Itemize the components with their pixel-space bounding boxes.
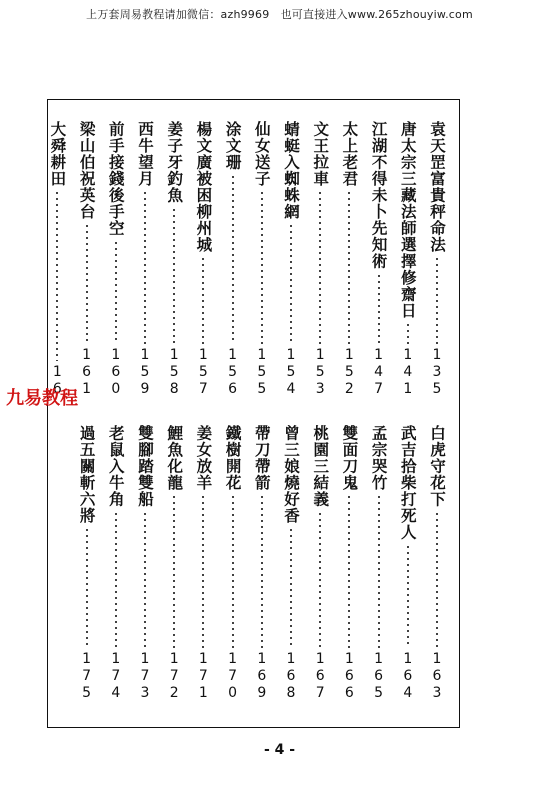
toc-entry xyxy=(426,121,448,398)
dot-leader xyxy=(348,190,350,344)
toc-entry xyxy=(222,425,244,702)
toc-entry xyxy=(76,121,98,398)
dot-leader xyxy=(86,223,88,344)
header-banner: 上万套周易教程请加微信：azh9969 也可直接进入www.265zhouyiw.com xyxy=(86,8,473,21)
toc-entry-page: 163 xyxy=(429,651,445,702)
toc-entry-page: 165 xyxy=(370,651,387,702)
toc-entry-page: 159 xyxy=(137,347,153,398)
dot-leader xyxy=(436,256,438,344)
toc-entry xyxy=(368,425,390,702)
toc-entry xyxy=(338,425,360,702)
toc-entry xyxy=(222,121,244,398)
dot-leader xyxy=(144,511,146,649)
toc-entry-title: 孟宗哭竹 xyxy=(369,425,389,491)
toc-entry-title: 袁天罡富貴秤命法 xyxy=(428,121,447,253)
toc-entry-page: 135 xyxy=(429,347,445,398)
dot-leader xyxy=(319,190,321,344)
toc-entry xyxy=(338,121,360,398)
toc-entry-title: 雙腳踏雙船 xyxy=(136,425,155,508)
dot-leader xyxy=(202,494,204,648)
toc-entry xyxy=(251,121,273,398)
dot-leader xyxy=(232,494,234,648)
toc-entry-page: 174 xyxy=(107,651,124,702)
page-number: - 4 - xyxy=(263,742,296,758)
toc-entry xyxy=(76,425,98,702)
toc-entry-title: 江湖不得未卜先知術 xyxy=(369,121,389,270)
toc-entry xyxy=(134,121,156,398)
toc-entry xyxy=(163,425,185,702)
toc-entry xyxy=(280,121,302,398)
dot-leader xyxy=(348,494,350,648)
toc-entry-page: 167 xyxy=(312,651,329,702)
toc-entry xyxy=(134,425,156,702)
toc-entry-page: 153 xyxy=(312,347,329,398)
dot-leader xyxy=(378,273,380,345)
toc-entry xyxy=(46,121,68,398)
toc-entry-title: 老鼠入牛角 xyxy=(106,425,126,508)
dot-leader xyxy=(202,256,204,344)
toc-entry-page: 154 xyxy=(283,347,299,398)
dot-leader xyxy=(232,174,234,345)
toc-entry-title: 唐太宗三藏法師選擇修齋日 xyxy=(398,121,418,319)
toc-entry xyxy=(251,425,273,702)
dot-leader xyxy=(173,494,175,648)
toc-entry-page: 157 xyxy=(195,347,212,398)
toc-entry xyxy=(368,121,390,398)
toc-entry xyxy=(426,425,448,702)
toc-entry xyxy=(192,425,214,702)
toc-entry-page: 166 xyxy=(341,651,358,702)
toc-entry-page: 147 xyxy=(370,347,387,398)
toc-entry-page: 170 xyxy=(224,651,241,702)
dot-leader xyxy=(319,511,321,649)
dot-leader xyxy=(173,207,175,345)
toc-entry-title: 過五關斬六將 xyxy=(77,425,97,524)
dot-leader xyxy=(261,190,263,344)
toc-entry-title: 雙面刀鬼 xyxy=(340,425,360,491)
toc-entry-title: 文王拉車 xyxy=(311,121,331,187)
dot-leader xyxy=(407,544,409,649)
toc-entry-title: 鯉魚化龍 xyxy=(165,425,185,491)
toc-entry-title: 大舜耕田 xyxy=(48,121,68,187)
toc-entry-title: 仙女送子 xyxy=(252,121,272,187)
toc-entry-page: 173 xyxy=(137,651,153,702)
toc-entry-title: 姜女放羊 xyxy=(194,425,214,491)
toc-entry-page: 160 xyxy=(107,347,124,398)
toc-entry-title: 梁山伯祝英台 xyxy=(77,121,97,220)
toc-entry-title: 曾三娘燒好香 xyxy=(282,425,301,524)
dot-leader xyxy=(115,511,117,649)
toc-entry xyxy=(105,425,127,702)
toc-entry-page: 164 xyxy=(399,651,416,702)
toc-entry-page: 161 xyxy=(78,347,95,398)
toc-entry-page: 16 xyxy=(49,364,66,398)
toc-entry-title: 桃園三結義 xyxy=(311,425,331,508)
dot-leader xyxy=(56,190,58,361)
toc-entry-title: 白虎守花下 xyxy=(428,425,447,508)
toc-entry xyxy=(163,121,185,398)
toc-entry-page: 152 xyxy=(341,347,358,398)
toc-entry-title: 姜子牙釣魚 xyxy=(165,121,185,204)
toc-entry-page: 168 xyxy=(283,651,299,702)
toc-entry-page: 156 xyxy=(224,347,241,398)
toc-entry xyxy=(192,121,214,398)
toc-entry-title: 前手接錢後手空 xyxy=(106,121,126,237)
toc-entry xyxy=(280,425,302,702)
toc-entry xyxy=(309,121,331,398)
toc-entry xyxy=(105,121,127,398)
dot-leader xyxy=(261,494,263,648)
dot-leader xyxy=(115,240,117,345)
watermark-logo: 九易教程 xyxy=(6,388,78,409)
toc-entry xyxy=(397,121,419,398)
toc-entry-title: 涂文珊 xyxy=(223,121,243,171)
toc-entry-page: 155 xyxy=(253,347,270,398)
toc-entry-page: 158 xyxy=(166,347,183,398)
dot-leader xyxy=(378,494,380,648)
toc-entry-page: 171 xyxy=(195,651,212,702)
toc-entry-title: 鐵樹開花 xyxy=(223,425,243,491)
toc-entry-title: 帶刀帶箭 xyxy=(252,425,272,491)
toc-entry-page: 172 xyxy=(166,651,183,702)
dot-leader xyxy=(290,527,292,648)
dot-leader xyxy=(290,223,292,344)
dot-leader xyxy=(144,190,146,344)
toc-entry-page: 175 xyxy=(78,651,95,702)
toc-entry-page: 141 xyxy=(399,347,416,398)
dot-leader xyxy=(86,527,88,648)
dot-leader xyxy=(407,322,409,344)
toc-entry-title: 楊文廣被困柳州城 xyxy=(194,121,214,253)
dot-leader xyxy=(436,511,438,649)
toc-entry-title: 蜻蜓入蜘蛛網 xyxy=(282,121,301,220)
toc-entry xyxy=(397,425,419,702)
toc-entry-title: 西牛望月 xyxy=(136,121,155,187)
toc-entry-title: 武吉拾柴打死人 xyxy=(398,425,418,541)
toc-entry xyxy=(309,425,331,702)
toc-entry-title: 太上老君 xyxy=(340,121,360,187)
toc-entry-page: 169 xyxy=(253,651,270,702)
